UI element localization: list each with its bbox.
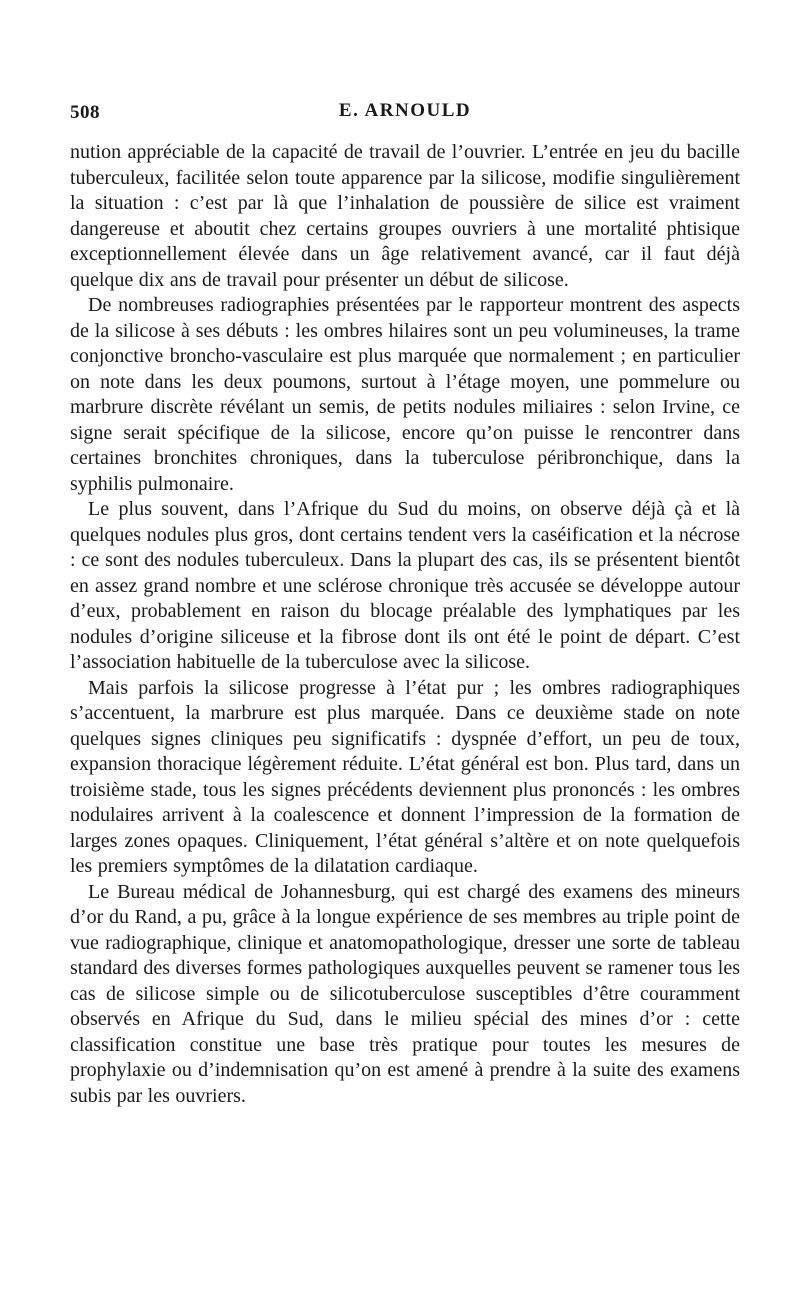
running-title: E. ARNOULD	[338, 100, 472, 121]
running-head	[70, 96, 740, 130]
book-page	[70, 96, 740, 1109]
paragraph-radiographies: De nombreuses radiographies présentées par le rapporteur montrent des aspects de la silicose à ses débuts : les ombres hilaires sont un peu volumineuses, la trame conjonctive broncho-vasculaire est plus marquée que normalement ; en particulier on note dans les deux poumons, surtout à l’étage moyen, une pommelure ou marbrure discrète révélant un semis, de petits nodules miliaires : selon Irvine, ce signe serait spécifique de la silicose, encore qu’on puisse le rencontrer dans certaines bronchites chroniques, dans la tuberculose péribronchique, dans la syphilis pulmonaire.	[70, 294, 740, 495]
paragraph-bureau-medical: Le Bureau médical de Johannesburg, qui est chargé des examens des mineurs d’or du Rand, a pu, grâce à la longue expérience de ses membres au triple point de vue radiographique, clinique et anatomopathologique, dresser une sorte de tableau standard des diverses formes pathologiques auxquelles peuvent se ramener tous les cas de silicose simple ou de silicotuberculose susceptibles d’être couramment observés en Afrique du Sud, dans le milieu spécial des mines d’or : cette classification constitue une base très pratique pour toutes les mesures de prophylaxie ou d’indemnisation qu’on est amené à prendre à la suite des examens subis par les ouvriers.	[70, 880, 740, 1107]
page-number: 508	[70, 102, 100, 123]
paragraph-nodules-tuberculeux: Le plus souvent, dans l’Afrique du Sud du moins, on observe déjà çà et là quelques nodules plus gros, dont certains tendent vers la caséification et la nécrose : ce sont des nodules tuberculeux. Dans la plupart des cas, ils se présentent bientôt en assez grand nombre et une sclérose chronique très accusée se développe autour d’eux, probablement en raison du blocage préalable des lymphatiques par les nodules d’origine siliceuse et la fibrose dont ils ont été le point de départ. C’est l’association habituelle de la tuberculose avec la silicose.	[70, 498, 740, 673]
paragraph-continuation: nution appréciable de la capacité de travail de l’ouvrier. L’entrée en jeu du bacille tuberculeux, facilitée selon toute apparence par la silicose, modifie singulièrement la situation : c’est par là que l’inhalation de poussière de silice est vraiment dangereuse et aboutit chez certains groupes ouvriers à une mortalité phtisique exceptionnellement élevée dans un âge relativement avancé, car il faut déjà quelque dix ans de travail pour présenter un début de silicose.	[70, 141, 740, 291]
paragraph-silicose-pure: Mais parfois la silicose progresse à l’état pur ; les ombres radiographiques s’accentuent, la marbrure est plus marquée. Dans ce deuxième stade on note quelques signes cliniques peu significatifs : dyspnée d’effort, un peu de toux, expansion thoracique légèrement réduite. L’état général est bon. Plus tard, dans un troisième stade, tous les signes précédents deviennent plus prononcés : les ombres nodulaires arrivent à la coalescence et donnent l’impression de la formation de larges zones opaques. Cliniquement, l’état général s’altère et on note quelquefois les premiers symptômes de la dilatation cardiaque.	[70, 676, 740, 877]
body-text	[70, 140, 740, 1109]
